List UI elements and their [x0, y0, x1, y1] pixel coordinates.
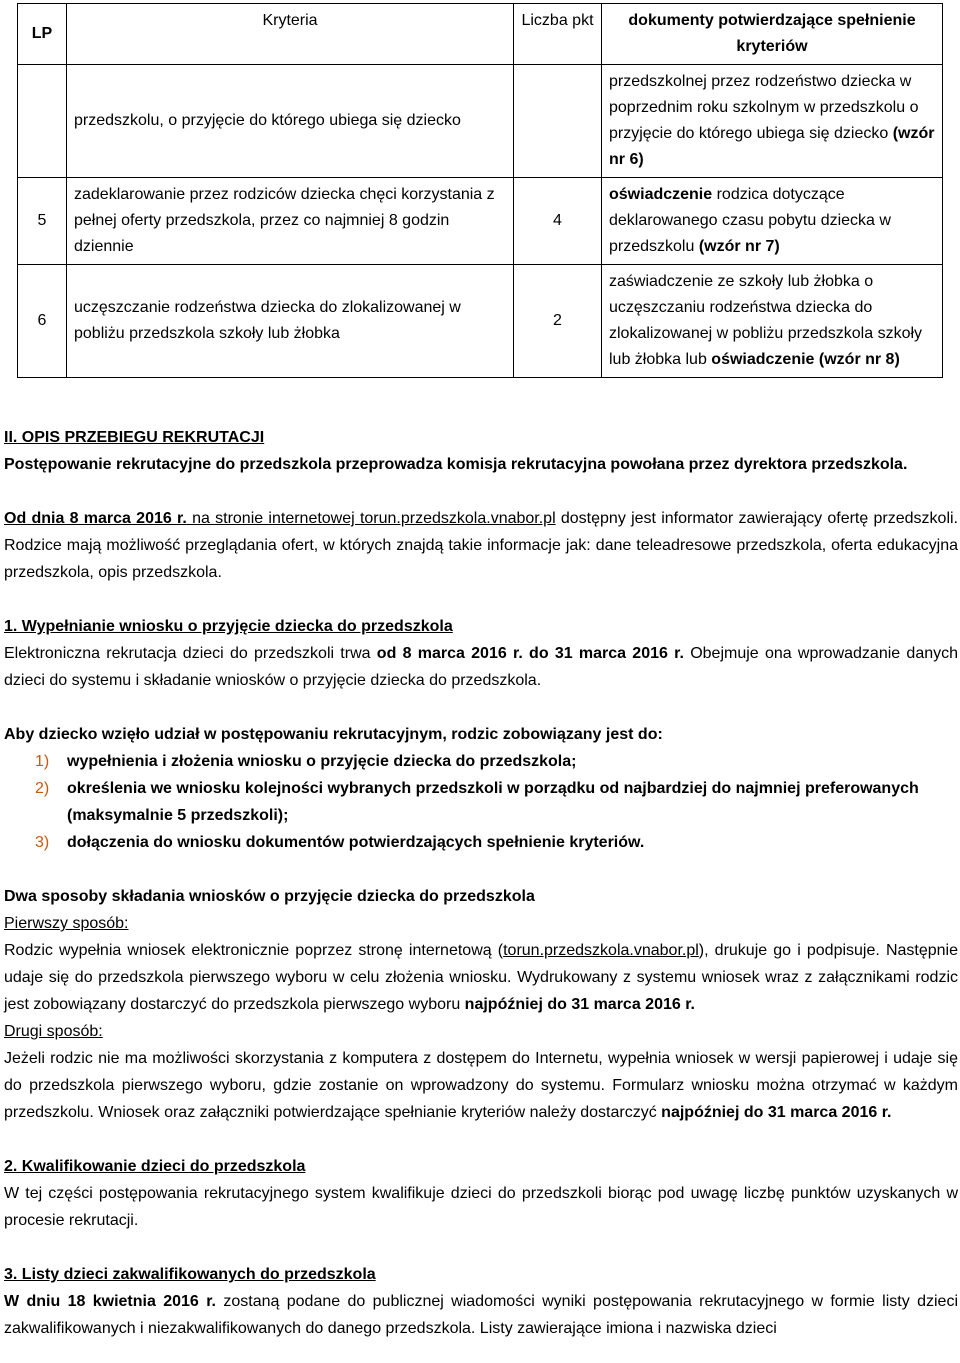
step2-paragraph: W tej części postępowania rekrutacyjnego system kwalifikuje dzieci do przedszkoli biorąc pod uwagę liczbę punktów uzyskanych w procesie rekrutacji. — [4, 1185, 958, 1229]
doc-bold: (wzór nr 6) — [609, 125, 935, 168]
second-way-label: Drugi sposób: — [4, 1023, 103, 1040]
cell-lp: 5 — [18, 178, 67, 265]
paragraph-informator — [4, 505, 958, 586]
document-body — [4, 424, 958, 1342]
section-intro: Postępowanie rekrutacyjne do przedszkola przeprowadza komisja rekrutacyjna powołana przez dyrektora przedszkola. — [4, 456, 908, 473]
cell-dokumenty — [602, 178, 943, 265]
list-item — [4, 748, 958, 775]
website-link[interactable]: torun.przedszkola.vnabor.pl — [503, 942, 699, 959]
deadline-text: najpóźniej do 31 marca 2016 r. — [661, 1104, 892, 1121]
table-header-row — [18, 4, 943, 65]
ways-heading: Dwa sposoby składania wniosków o przyjęcie dziecka do przedszkola — [4, 888, 535, 905]
header-lp: LP — [18, 4, 67, 65]
cell-dokumenty — [602, 65, 943, 178]
list-item — [4, 829, 958, 856]
step3-heading: 3. Listy dzieci zakwalifikowanych do przedszkola — [4, 1266, 376, 1283]
doc-text: rodzica dotyczące deklarowanego czasu pobytu dziecka w przedszkolu — [609, 186, 891, 255]
second-way-text — [4, 1045, 958, 1126]
list-intro: Aby dziecko wzięło udział w postępowaniu rekrutacyjnym, rodzic zobowiązany jest do: — [4, 726, 663, 743]
cell-lp-empty — [18, 65, 67, 178]
header-liczba-pkt: Liczba pkt — [514, 4, 602, 65]
list-item — [4, 775, 958, 829]
first-way-text — [4, 937, 958, 1018]
paragraph-text: Rodzic wypełnia wniosek elektronicznie poprzez stronę internetową ( — [4, 942, 504, 959]
doc-text: zaświadczenie ze szkoły lub żłobka o uczęszczaniu rodzeństwa dziecka do zlokalizowanej w pobliżu przedszkola szkoły lub żłobka lub — [609, 273, 923, 368]
doc-text: przedszkolnej przez rodzeństwo dziecka w poprzednim roku szkolnym w przedszkolu o przyjęcie do którego ubiega się dziecko — [609, 73, 919, 142]
date-text: Od dnia 8 marca 2016 r. — [4, 510, 187, 527]
list-text: określenia we wniosku kolejności wybranych przedszkoli w porządku od najbardziej do najmniej preferowanych (maksymalnie 5 przedszkoli); — [67, 780, 919, 824]
cell-pkt: 4 — [514, 178, 602, 265]
list-text: wypełnienia i złożenia wniosku o przyjęcie dziecka do przedszkola; — [67, 753, 577, 770]
first-way-label: Pierwszy sposób: — [4, 915, 129, 932]
cell-kryteria: zadeklarowanie przez rodziców dziecka chęci korzystania z pełnej oferty przedszkola, przez co najmniej 8 godzin dziennie — [67, 178, 514, 265]
date-range: od 8 marca 2016 r. do 31 marca 2016 r. — [376, 645, 684, 662]
cell-kryteria: przedszkolu, o przyjęcie do którego ubiega się dziecko — [67, 65, 514, 178]
cell-kryteria: uczęszczanie rodzeństwa dziecka do zlokalizowanej w pobliżu przedszkola szkoły lub żłobka — [67, 265, 514, 378]
website-link[interactable]: torun.przedszkola.vnabor.pl — [359, 510, 556, 527]
paragraph-text: na stronie internetowej — [186, 510, 360, 527]
header-kryteria: Kryteria — [67, 4, 514, 65]
doc-bold: (wzór nr 7) — [698, 238, 780, 255]
table-row — [18, 265, 943, 378]
paragraph-text: Jeżeli rodzic nie ma możliwości skorzystania z komputera z dostępem do Internetu, wypełnia wniosek w wersji papierowej i udaje się do przedszkola pierwszego wyboru, gdzie zostanie on wprowadzony do systemu. Formularz wniosku można otrzymać w każdym przedszkolu. Wniosek oraz załączniki potwierdzające spełnianie kryteriów należy dostarczyć — [4, 1050, 958, 1121]
list-number: 2) — [35, 780, 50, 797]
step1-heading: 1. Wypełnianie wniosku o przyjęcie dziecka do przedszkola — [4, 618, 453, 635]
step2-heading: 2. Kwalifikowanie dzieci do przedszkola — [4, 1158, 306, 1175]
header-dokumenty: dokumenty potwierdzające spełnienie kryteriów — [602, 4, 943, 65]
step3-paragraph — [4, 1288, 958, 1342]
doc-bold: oświadczenie (wzór nr 8) — [711, 351, 900, 368]
requirements-list — [4, 748, 958, 856]
table-row — [18, 178, 943, 265]
cell-lp: 6 — [18, 265, 67, 378]
paragraph-text: Elektroniczna rekrutacja dzieci do przedszkoli trwa — [4, 645, 377, 662]
step1-paragraph — [4, 640, 958, 694]
cell-pkt: 2 — [514, 265, 602, 378]
criteria-table — [17, 3, 943, 378]
list-number: 1) — [35, 753, 50, 770]
doc-bold: oświadczenie — [609, 186, 713, 203]
paragraph-text: dostępny jest informator zawierający ofertę przedszkoli. Rodzice mają możliwość przeglądania ofert, w których znajdą takie informacje jak: dane teleadresowe przedszkola, oferta edukacyjna przedszkola, opis przedszkola. — [4, 510, 959, 581]
paragraph-text: zostaną podane do publicznej wiadomości wyniki postępowania rekrutacyjnego w formie listy dzieci zakwalifikowanych i niezakwalifikowanych do danego przedszkola. Listy zawierające imiona i nazwiska dzieci — [4, 1293, 959, 1337]
deadline-text: najpóźniej do 31 marca 2016 r. — [464, 996, 695, 1013]
section-heading: II. OPIS PRZEBIEGU REKRUTACJI — [4, 429, 265, 446]
paragraph-text: Obejmuje ona wprowadzanie danych dzieci do systemu i składanie wniosków o przyjęcie dziecka do przedszkola. — [4, 645, 959, 689]
list-number: 3) — [35, 834, 50, 851]
table-row — [18, 65, 943, 178]
date-text: W dniu 18 kwietnia 2016 r. — [4, 1293, 216, 1310]
paragraph-text: ), drukuje go i podpisuje. Następnie udaje się do przedszkola pierwszego wyboru w celu złożenia wniosku. Wydrukowany z systemu wniosek wraz z załącznikami rodzic jest zobowiązany dostarczyć do przedszkola pierwszego wyboru — [4, 942, 958, 1013]
list-text: dołączenia do wniosku dokumentów potwierdzających spełnienie kryteriów. — [67, 834, 645, 851]
cell-pkt-empty — [514, 65, 602, 178]
cell-dokumenty — [602, 265, 943, 378]
